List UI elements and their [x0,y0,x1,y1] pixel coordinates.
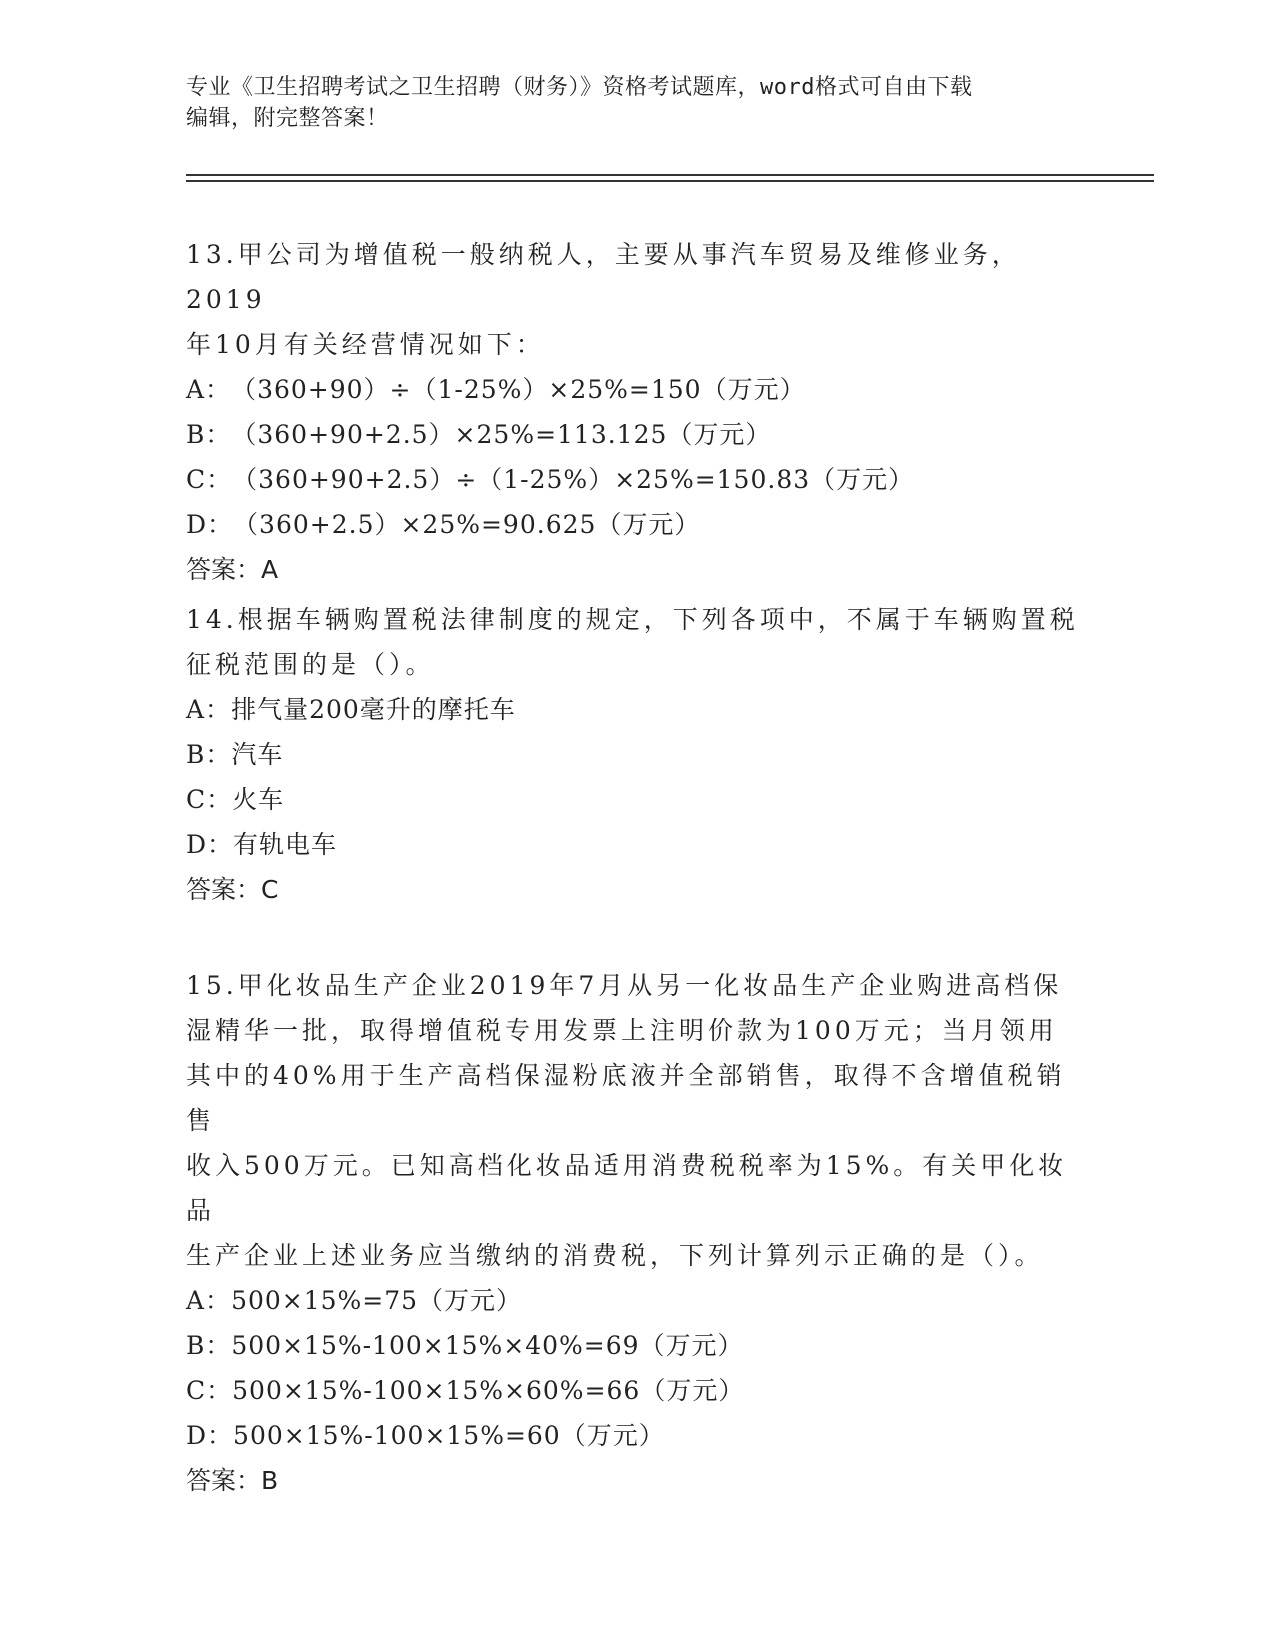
option-c [186,457,1086,502]
option-d [186,1413,1086,1458]
question-15 [186,963,1086,1503]
option-letter: A： [186,375,232,404]
header-divider-bottom [186,180,1154,182]
option-a [186,1278,1086,1323]
answer-line: 答案：A [186,555,279,584]
question-stem-line: 湿精华一批，取得增值税专用发票上注明价款为100万元；当月领用 [186,1016,1058,1045]
option-letter: C： [186,1376,233,1405]
option-text: 500×15%=75（万元） [231,1286,523,1315]
question-stem-line: 14.根据车辆购置税法律制度的规定，下列各项中，不属于车辆购置税 [186,605,1079,634]
option-letter: C： [186,465,233,494]
option-letter: D： [186,1421,234,1450]
question-stem-line: 生产企业上述业务应当缴纳的消费税，下列计算列示正确的是（）。 [186,1241,1044,1270]
option-text: 火车 [232,785,285,814]
option-text: 排气量200毫升的摩托车 [231,695,516,724]
option-text: （360+2.5）×25%=90.625（万元） [233,510,701,539]
option-c [186,777,1086,822]
option-letter: D： [186,510,234,539]
option-letter: B： [186,1331,232,1360]
option-text: 有轨电车 [233,830,338,859]
answer-line: 答案：C [186,875,279,904]
option-text: 500×15%-100×15%×60%=66（万元） [232,1376,745,1405]
option-text: （360+90+2.5）÷（1-25%）×25%=150.83（万元） [232,465,915,494]
header-line-2: 编辑，附完整答案！ [186,106,389,131]
question-stem-line: 年10月有关经营情况如下： [186,330,545,359]
option-b [186,1323,1086,1368]
option-letter: B： [186,420,232,449]
question-stem-line: 收入500万元。已知高档化妆品适用消费税税率为15%。有关甲化妆品 [186,1151,1068,1225]
option-d [186,502,1086,547]
option-text: 汽车 [231,740,284,769]
option-text: 500×15%-100×15%=60（万元） [233,1421,665,1450]
header-line-1: 专业《卫生招聘考试之卫生招聘（财务）》资格考试题库，word格式可自由下载 [186,75,973,100]
option-text: 500×15%-100×15%×40%=69（万元） [231,1331,744,1360]
question-stem-line: 15.甲化妆品生产企业2019年7月从另一化妆品生产企业购进高档保 [186,971,1063,1000]
option-text: （360+90+2.5）×25%=113.125（万元） [231,420,772,449]
option-b [186,732,1086,777]
header-divider-top [186,174,1154,176]
document-header [186,72,1086,134]
option-c [186,1368,1086,1413]
question-13 [186,232,1086,592]
option-letter: D： [186,830,234,859]
option-letter: C： [186,785,233,814]
option-b [186,412,1086,457]
question-stem-line: 其中的40%用于生产高档保湿粉底液并全部销售，取得不含增值税销售 [186,1061,1066,1135]
option-letter: B： [186,740,232,769]
question-stem-line: 征税范围的是（）。 [186,650,435,679]
question-14 [186,597,1086,912]
option-letter: A： [186,1286,232,1315]
option-d [186,822,1086,867]
option-text: （360+90）÷（1-25%）×25%=150（万元） [231,375,806,404]
question-stem-line: 13.甲公司为增值税一般纳税人，主要从事汽车贸易及维修业务，2019 [186,240,1021,314]
option-letter: A： [186,695,232,724]
answer-line: 答案：B [186,1466,279,1495]
option-a [186,687,1086,732]
option-a [186,367,1086,412]
